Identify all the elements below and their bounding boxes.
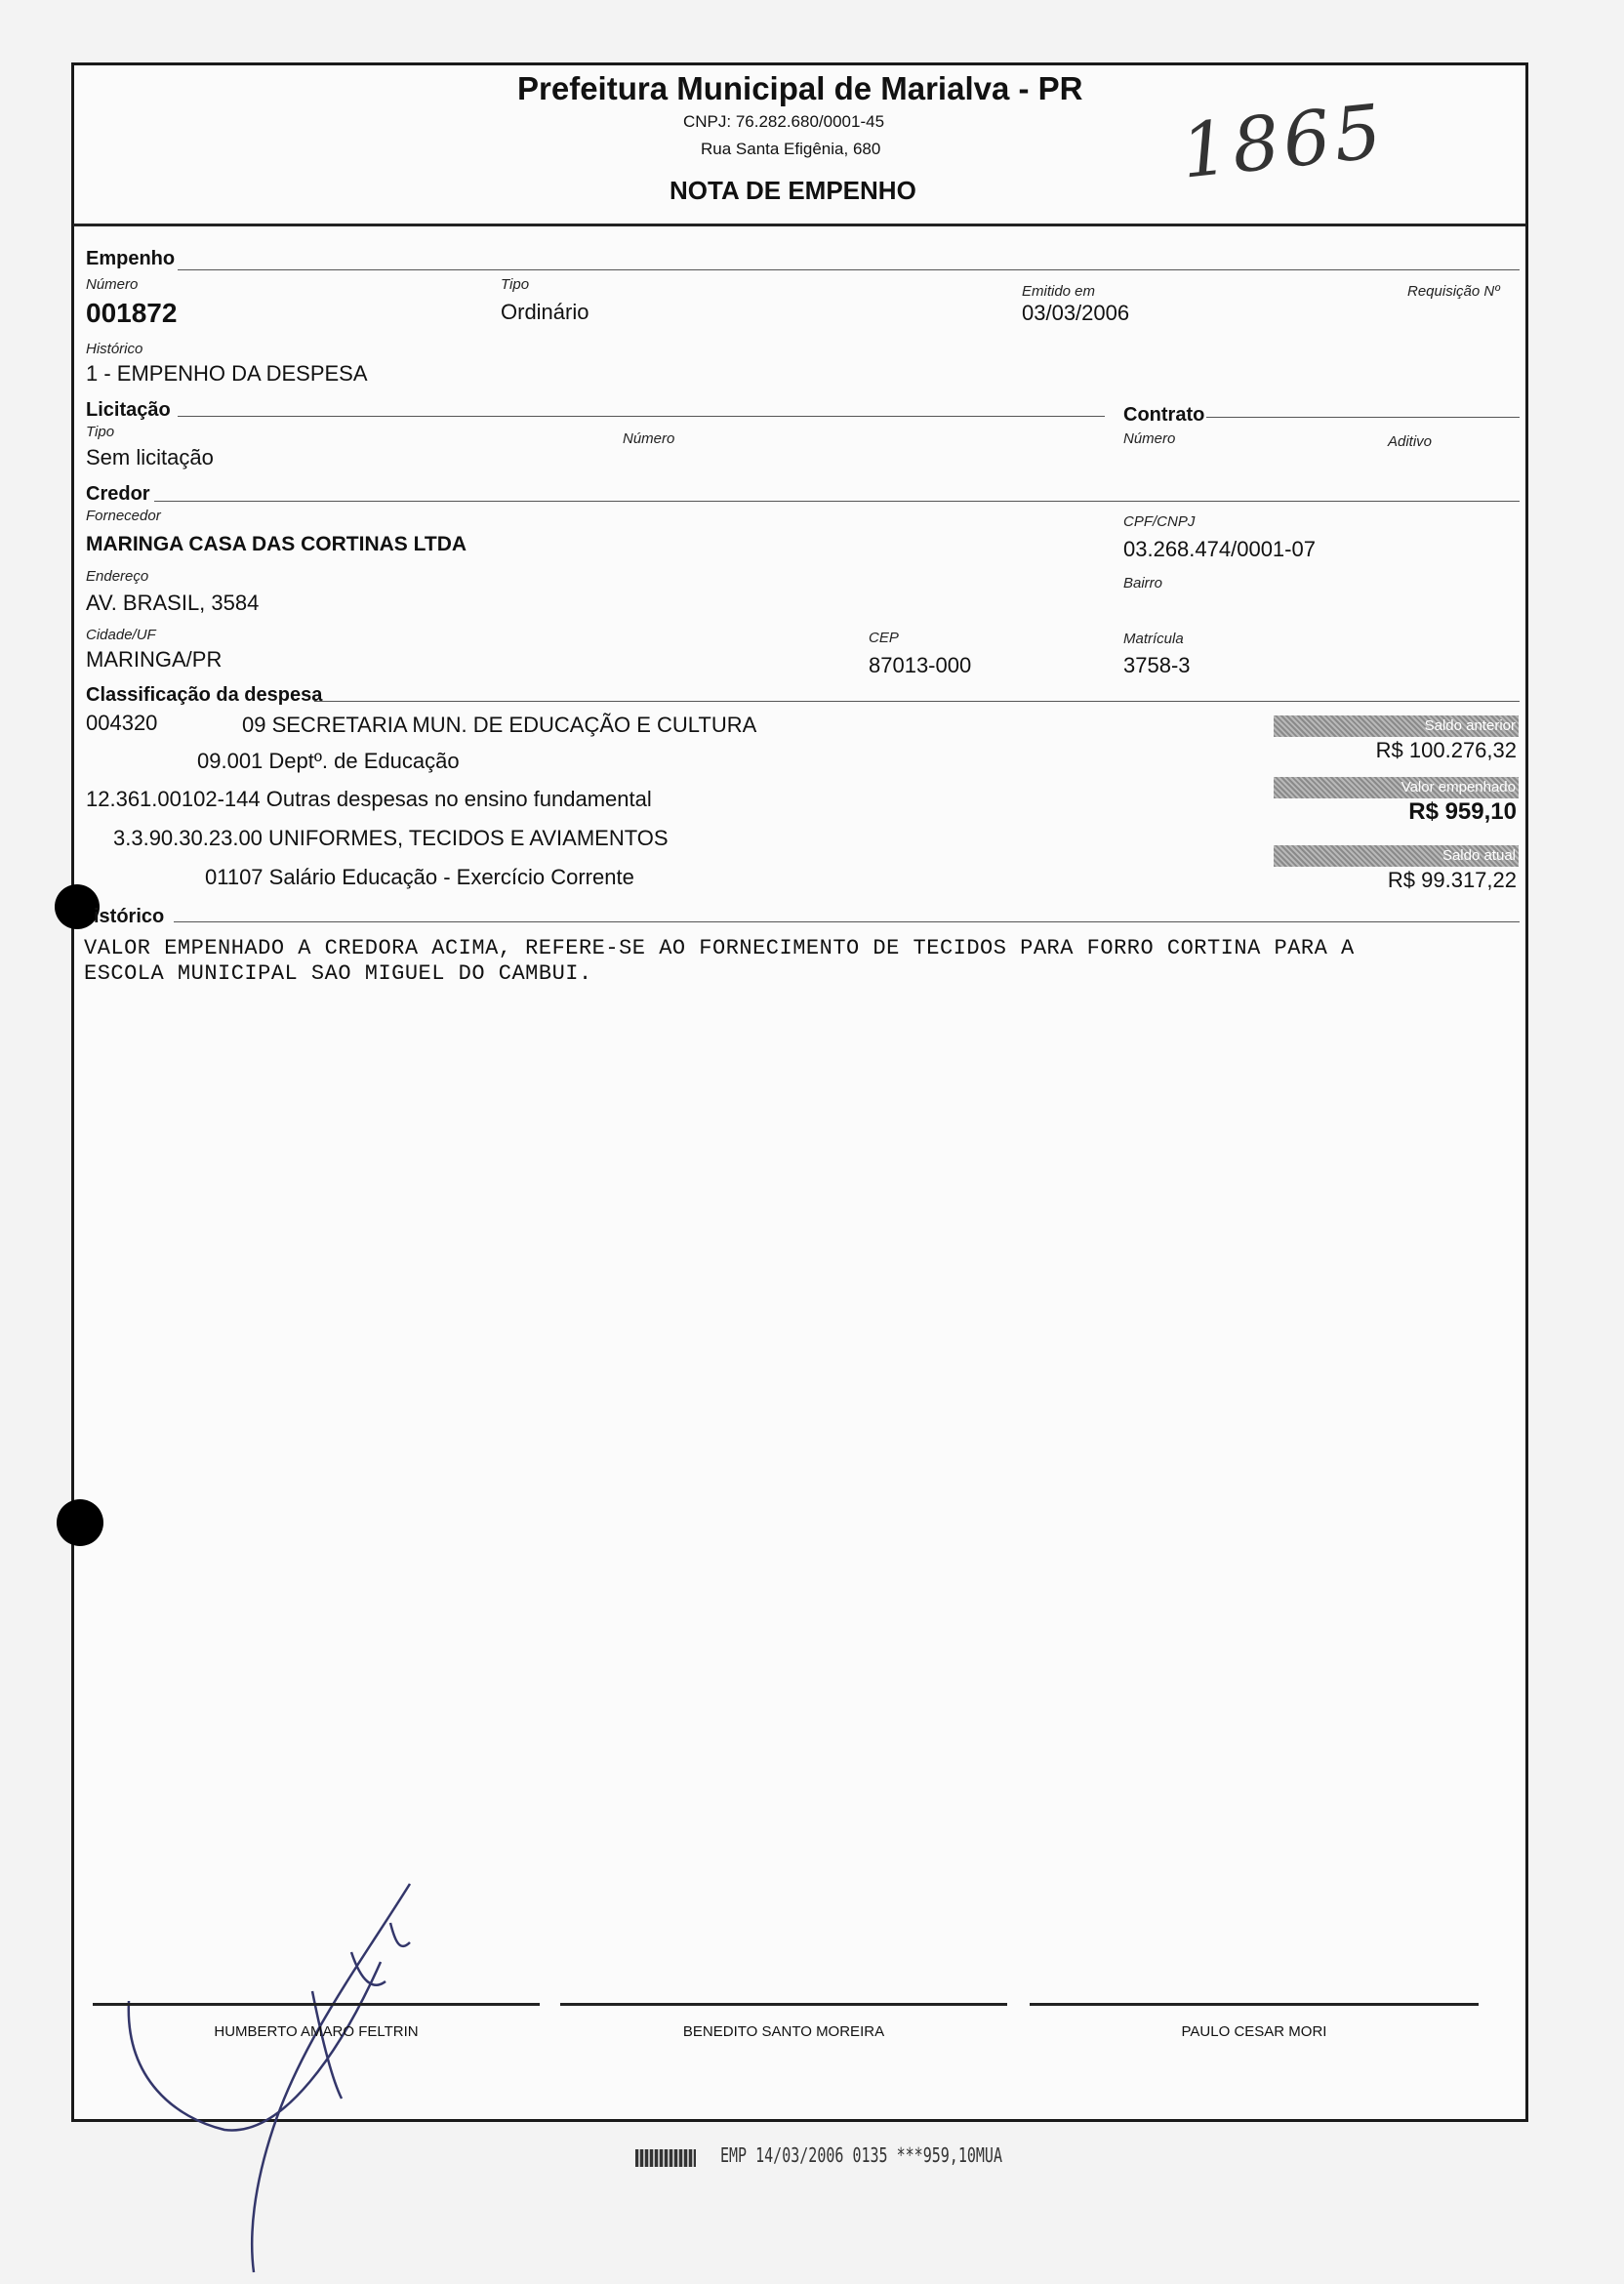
stamp-barcode-icon [635, 2149, 696, 2167]
empenho-tipo: Ordinário [501, 300, 589, 324]
classificacao-funcional: 12.361.00102-144 Outras despesas no ensino fundamental [86, 787, 652, 811]
endereco-value: AV. BRASIL, 3584 [86, 591, 260, 615]
classificacao-code: 004320 [86, 711, 158, 735]
classificacao-orgao: 09 SECRETARIA MUN. DE EDUCAÇÃO E CULTURA [242, 713, 757, 737]
cpf-label: CPF/CNPJ [1123, 513, 1196, 530]
empenho-numero-label: Número [86, 276, 139, 293]
historico-section-title: istórico [94, 906, 165, 927]
licitacao-tipo-label: Tipo [86, 424, 115, 440]
classificacao-elemento: 3.3.90.30.23.00 UNIFORMES, TECIDOS E AVIAMENTOS [113, 826, 669, 850]
page-title: Prefeitura Municipal de Marialva - PR [517, 70, 1083, 106]
signature-name-1: HUMBERTO AMARO FELTRIN [214, 2023, 419, 2040]
doc-title: NOTA DE EMPENHO [670, 176, 916, 205]
emitido-label: Emitido em [1022, 283, 1096, 300]
stamp-text: EMP 14/03/2006 0135 ***959,10MUA [720, 2143, 1002, 2167]
fornecedor-label: Fornecedor [86, 508, 161, 524]
cep-label: CEP [869, 630, 899, 646]
contrato-divider [1206, 417, 1520, 418]
contrato-numero-label: Número [1123, 430, 1176, 447]
historico-line-2: ESCOLA MUNICIPAL SAO MIGUEL DO CAMBUI. [84, 961, 592, 986]
cnpj-text: CNPJ: 76.282.680/0001-45 [683, 112, 885, 131]
classificacao-section-title: Classificação da despesa [86, 684, 323, 706]
licitacao-tipo: Sem licitação [86, 445, 214, 469]
cidade-value: MARINGA/PR [86, 647, 223, 672]
address-text: Rua Santa Efigênia, 680 [701, 140, 881, 158]
fornecedor-name: MARINGA CASA DAS CORTINAS LTDA [86, 533, 467, 555]
empenho-tipo-label: Tipo [501, 276, 530, 293]
requisicao-label: Requisição Nº [1407, 283, 1500, 300]
licitacao-divider [178, 416, 1105, 417]
cpf-value: 03.268.474/0001-07 [1123, 537, 1316, 561]
signature-line-2 [560, 2003, 1007, 2006]
contrato-aditivo-label: Aditivo [1388, 433, 1433, 450]
emitido-date: 03/03/2006 [1022, 301, 1130, 325]
empenho-section-title: Empenho [86, 248, 176, 269]
signature-scribble [117, 1874, 449, 2284]
matricula-label: Matrícula [1123, 631, 1184, 647]
empenho-historico-label: Histórico [86, 341, 143, 357]
cep-value: 87013-000 [869, 653, 972, 677]
classificacao-divider [314, 701, 1520, 702]
empenho-historico: 1 - EMPENHO DA DESPESA [86, 361, 368, 386]
endereco-label: Endereço [86, 568, 149, 585]
classificacao-unidade: 09.001 Deptº. de Educação [197, 749, 460, 773]
licitacao-section-title: Licitação [86, 399, 171, 421]
punch-hole-bottom [57, 1499, 103, 1546]
saldo-anterior-label: Saldo anterior [1274, 715, 1519, 737]
saldo-atual-value: R$ 99.317,22 [1387, 868, 1517, 892]
empenho-divider [178, 269, 1520, 270]
saldo-atual-label: Saldo atual [1274, 845, 1519, 867]
historico-divider [174, 921, 1520, 922]
header-divider [73, 224, 1526, 226]
signature-line-1 [93, 2003, 540, 2006]
cidade-label: Cidade/UF [86, 627, 156, 643]
signature-name-2: BENEDITO SANTO MOREIRA [682, 2023, 885, 2040]
contrato-section-title: Contrato [1123, 404, 1205, 426]
valor-empenhado-label: Valor empenhado [1274, 777, 1519, 798]
valor-empenhado-value: R$ 959,10 [1408, 798, 1517, 825]
licitacao-numero-label: Número [623, 430, 675, 447]
bairro-label: Bairro [1123, 575, 1163, 591]
signature-line-3 [1030, 2003, 1479, 2006]
credor-section-title: Credor [86, 483, 150, 505]
classificacao-fonte: 01107 Salário Educação - Exercício Corrente [205, 865, 634, 889]
saldo-anterior-value: R$ 100.276,32 [1375, 738, 1517, 762]
historico-line-1: VALOR EMPENHADO A CREDORA ACIMA, REFERE-SE AO FORNECIMENTO DE TECIDOS PARA FORRO CORTINA PARA A [84, 936, 1355, 960]
handwritten-number: 1865 [1176, 87, 1390, 195]
credor-divider [154, 501, 1520, 502]
signature-name-3: PAULO CESAR MORI [1181, 2023, 1327, 2040]
matricula-value: 3758-3 [1123, 653, 1191, 677]
empenho-numero: 001872 [86, 298, 178, 328]
